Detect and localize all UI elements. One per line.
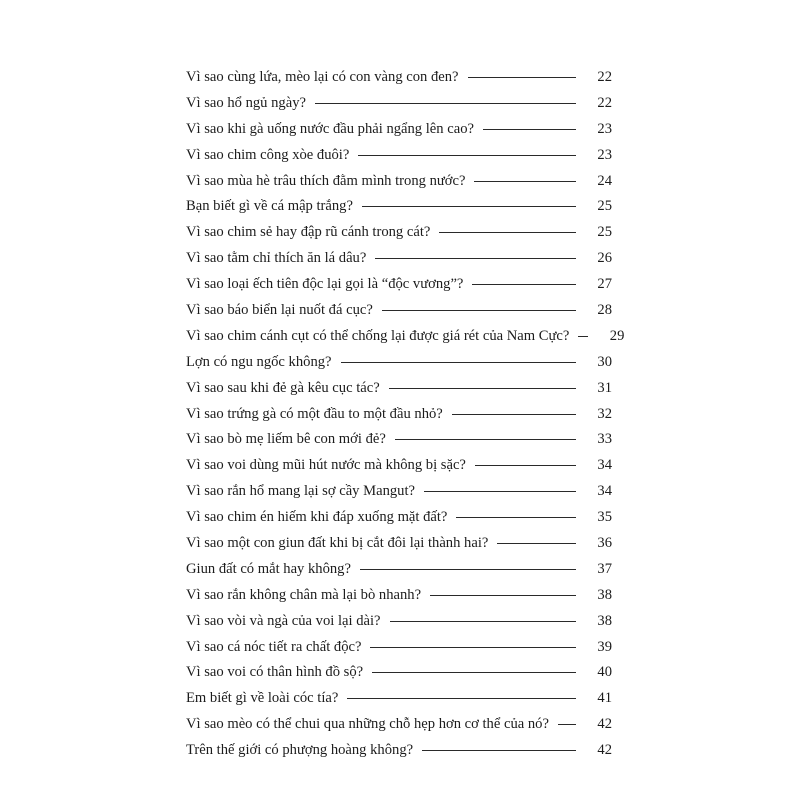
toc-entry-page-number: 28 xyxy=(597,302,612,319)
toc-entry-title: Vì sao cá nóc tiết ra chất độc? xyxy=(186,638,362,655)
toc-leader-line xyxy=(474,181,576,182)
toc-entry-title: Bạn biết gì về cá mập trắng? xyxy=(186,198,353,215)
toc-entry-title: Vì sao chim én hiếm khi đáp xuống mặt đất? xyxy=(186,509,448,526)
toc-entry-title: Vì sao bò mẹ liếm bê con mới đẻ? xyxy=(186,431,386,448)
toc-entry xyxy=(186,587,612,613)
toc-leader-line xyxy=(456,517,576,518)
toc-entry-title: Vì sao chim sẻ hay đập rũ cánh trong cát? xyxy=(186,224,431,241)
toc-entry xyxy=(186,509,612,535)
toc-leader-line xyxy=(483,129,576,130)
toc-entry xyxy=(186,561,612,587)
toc-leader-line xyxy=(558,724,576,725)
toc-entry-page-number: 25 xyxy=(597,224,612,241)
toc-entry-page-number: 25 xyxy=(597,198,612,215)
toc-entry-title: Lợn có ngu ngốc không? xyxy=(186,353,332,370)
toc-entry xyxy=(186,121,612,147)
toc-leader-line xyxy=(370,647,576,648)
toc-leader-line xyxy=(472,284,576,285)
toc-leader-line xyxy=(468,77,576,78)
toc-entry-page-number: 22 xyxy=(597,69,612,85)
toc-entry-page-number: 32 xyxy=(597,405,612,422)
toc-entry-page-number: 36 xyxy=(597,535,612,552)
toc-entry-title: Vì sao tằm chỉ thích ăn lá dâu? xyxy=(186,250,367,267)
toc-entry-page-number: 37 xyxy=(597,560,612,577)
toc-entry-page-number: 26 xyxy=(597,250,612,267)
toc-entry-page-number: 33 xyxy=(597,431,612,448)
toc-leader-line xyxy=(452,414,576,415)
toc-leader-line xyxy=(390,621,576,622)
toc-entry xyxy=(186,613,612,639)
toc-entry-page-number: 39 xyxy=(597,638,612,655)
toc-entry xyxy=(186,224,612,250)
toc-entry xyxy=(186,276,612,302)
toc-entry-title: Vì sao loại ếch tiên độc lại gọi là “độc vương”? xyxy=(186,276,464,293)
toc-entry xyxy=(186,69,612,95)
toc-entry-title: Vì sao hổ ngủ ngày? xyxy=(186,94,306,111)
toc-entry-title: Vì sao chim cánh cụt có thể chống lại được giá rét của Nam Cực? xyxy=(186,327,570,344)
toc-entry xyxy=(186,690,612,716)
toc-leader-line xyxy=(497,543,576,544)
toc-entry xyxy=(186,406,612,432)
toc-leader-line xyxy=(315,103,576,104)
toc-leader-line xyxy=(389,388,576,389)
toc-leader-line xyxy=(362,206,576,207)
toc-entry-title: Vì sao mùa hè trâu thích đằm mình trong nước? xyxy=(186,172,466,189)
toc-leader-line xyxy=(424,491,576,492)
toc-entry-title: Vì sao báo biển lại nuốt đá cục? xyxy=(186,302,373,319)
toc-entry-page-number: 22 xyxy=(597,94,612,111)
toc-entry xyxy=(186,327,625,354)
toc-entry-page-number: 41 xyxy=(597,690,612,707)
toc-entry-page-number: 40 xyxy=(597,664,612,681)
toc-entry-title: Vì sao rắn không chân mà lại bò nhanh? xyxy=(186,586,422,603)
toc-leader-line xyxy=(422,750,576,751)
toc-entry xyxy=(186,664,612,690)
toc-entry-title: Vì sao khi gà uống nước đầu phải ngẩng lên cao? xyxy=(186,120,474,137)
toc-entry-title: Vì sao mèo có thể chui qua những chỗ hẹp hơn cơ thể của nó? xyxy=(186,716,549,733)
toc-entry xyxy=(186,380,612,406)
toc-entry-page-number: 29 xyxy=(609,327,625,344)
toc-entry-title: Vì sao vòi và ngà của voi lại dài? xyxy=(186,612,381,629)
toc-entry xyxy=(186,354,612,380)
toc-leader-line xyxy=(382,310,576,311)
toc-entry-page-number: 34 xyxy=(597,457,612,474)
toc-entry-page-number: 38 xyxy=(597,586,612,603)
toc-entry-page-number: 42 xyxy=(597,742,612,759)
toc-leader-line xyxy=(372,672,576,673)
toc-leader-line xyxy=(578,336,588,337)
toc-leader-line xyxy=(430,595,576,596)
toc-entry-page-number: 34 xyxy=(597,483,612,500)
toc-entry-title: Vì sao sau khi đẻ gà kêu cục tác? xyxy=(186,379,380,396)
toc-leader-line xyxy=(395,439,576,440)
toc-leader-line xyxy=(358,155,576,156)
toc-entry-page-number: 30 xyxy=(597,353,612,370)
toc-entry-title: Vì sao một con giun đất khi bị cắt đôi lại thành hai? xyxy=(186,535,489,552)
toc-entry-page-number: 23 xyxy=(597,146,612,163)
toc-entry-page-number: 31 xyxy=(597,379,612,396)
toc-leader-line xyxy=(475,465,576,466)
toc-leader-line xyxy=(439,232,576,233)
toc-entry-page-number: 42 xyxy=(597,716,612,733)
toc-entry xyxy=(186,483,612,509)
toc-entry-page-number: 38 xyxy=(597,612,612,629)
toc-leader-line xyxy=(341,362,576,363)
table-of-contents xyxy=(186,69,625,768)
toc-entry xyxy=(186,639,612,665)
toc-entry-title: Vì sao trứng gà có một đầu to một đầu nhỏ? xyxy=(186,405,443,422)
toc-entry-title: Vì sao voi dùng mũi hút nước mà không bị sặc? xyxy=(186,457,466,474)
toc-entry xyxy=(186,95,612,121)
toc-entry xyxy=(186,742,612,768)
toc-entry-title: Vì sao voi có thân hình đồ sộ? xyxy=(186,664,364,681)
toc-entry-page-number: 27 xyxy=(597,276,612,293)
toc-entry xyxy=(186,250,612,276)
toc-entry xyxy=(186,431,612,457)
toc-entry xyxy=(186,173,612,199)
toc-entry-title: Vì sao cùng lứa, mèo lại có con vàng con đen? xyxy=(186,69,459,85)
toc-entry xyxy=(186,147,612,173)
toc-entry xyxy=(186,716,612,742)
toc-entry-title: Giun đất có mắt hay không? xyxy=(186,560,351,577)
toc-entry-page-number: 35 xyxy=(597,509,612,526)
toc-entry xyxy=(186,457,612,483)
toc-entry-page-number: 23 xyxy=(597,120,612,137)
toc-entry xyxy=(186,535,612,561)
toc-entry-page-number: 24 xyxy=(597,172,612,189)
toc-entry-title: Vì sao rắn hổ mang lại sợ cầy Mangut? xyxy=(186,483,415,500)
toc-entry-title: Trên thế giới có phượng hoàng không? xyxy=(186,742,414,759)
toc-leader-line xyxy=(375,258,576,259)
toc-entry-title: Em biết gì về loài cóc tía? xyxy=(186,690,339,707)
toc-entry xyxy=(186,198,612,224)
toc-entry-title: Vì sao chim công xòe đuôi? xyxy=(186,146,350,163)
toc-leader-line xyxy=(347,698,576,699)
toc-leader-line xyxy=(360,569,576,570)
toc-entry xyxy=(186,302,612,328)
